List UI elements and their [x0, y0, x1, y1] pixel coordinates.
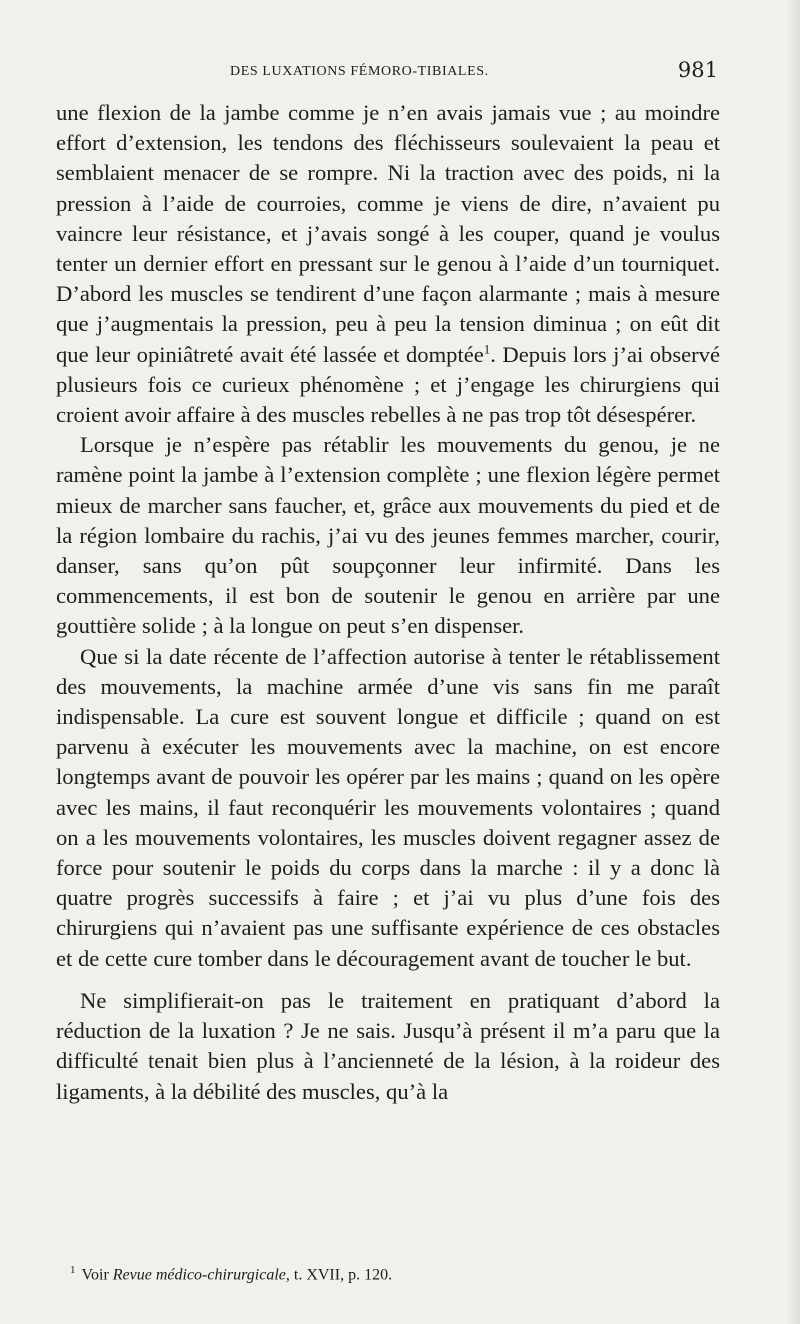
page-number: 981 — [677, 58, 718, 82]
footnote-journal: Revue médico-chirurgicale — [112, 1266, 286, 1284]
footnote-text: Voir — [81, 1266, 109, 1284]
paragraph-text: une flexion de la jambe comme je n’en avais jamais vue ; au moindre effort d’extension, les tendons des fléchisseurs soulevaient la peau et semblaient menacer de se rompre. Ni la traction avec des poids, ni la pression à l’aide de courroies, comme je viens de dire, n’avaient pu vaincre leur résistance, et j’avais songé à les couper, quand je voulus tenter un dernier effort en pressant sur le genou à l’aide d’un tourniquet. D’abord les muscles se tendirent d’une façon alarmante ; mais à mesure que j’augmentais la pression, peu à peu la tension diminua ; on eût dit que leur opiniâtreté avait été lassée et domptée — [56, 100, 720, 367]
paragraph: Que si la date récente de l’affection autorise à tenter le rétablissement des mouvements, la machine armée d’une vis sans fin me paraît indispensable. La cure est souvent longue et difficile ; quand on est parvenu à exécuter les mouvements avec la machine, on est encore longtemps avant de pouvoir les opérer par les mains ; quand on les opère avec les mains, il faut reconquérir les mouvements volontaires ; quand on a les mouvements volontaires, les muscles doivent regagner assez de force pour soutenir le poids du corps dans la marche : il y a donc là quatre progrès successifs à faire ; et j’ai vu plus d’une fois des chirurgiens qui n’avaient pas une suffisante expérience de ces obstacles et de cette cure tomber dans le découragement avant de toucher le but. — [56, 643, 720, 971]
footnote — [70, 1264, 710, 1284]
footnote-text: , t. XVII, p. 120. — [285, 1266, 393, 1284]
running-title: DES LUXATIONS FÉMORO-TIBIALES. — [230, 64, 489, 79]
paragraph: Ne simplifierait-on pas le traitement en pratiquant d’abord la réduction de la luxation ? Je ne sais. Jusqu’à présent il m’a paru que la difficulté tenait bien plus à l’ancienneté de la lésion, à la roideur des ligaments, à la débilité des muscles, qu’à la — [56, 987, 720, 1104]
footnote-number: 1 — [70, 1264, 76, 1276]
paragraph — [56, 98, 720, 430]
footnote-marker: 1 — [483, 341, 491, 357]
body-text — [56, 98, 720, 1107]
page-header — [60, 58, 718, 88]
paragraph-text: . Depuis lors j’ai observé plusieurs fois ce curieux phénomène ; et j’engage les chirurgiens qui croient avoir affaire à des muscles rebelles à ne pas trop tôt désespérer. — [56, 341, 720, 428]
paragraph: Lorsque je n’espère pas rétablir les mouvements du genou, je ne ramène point la jambe à l’extension complète ; une flexion légère permet mieux de marcher sans faucher, et, grâce aux mouvements du pied et de la région lombaire du rachis, j’ai vu des jeunes femmes marcher, courir, danser, sans qu’on pût soupçonner leur infirmité. Dans les commencements, il est bon de soutenir le genou en arrière par une gouttière solide ; à la longue on peut s’en dispenser. — [56, 432, 720, 639]
